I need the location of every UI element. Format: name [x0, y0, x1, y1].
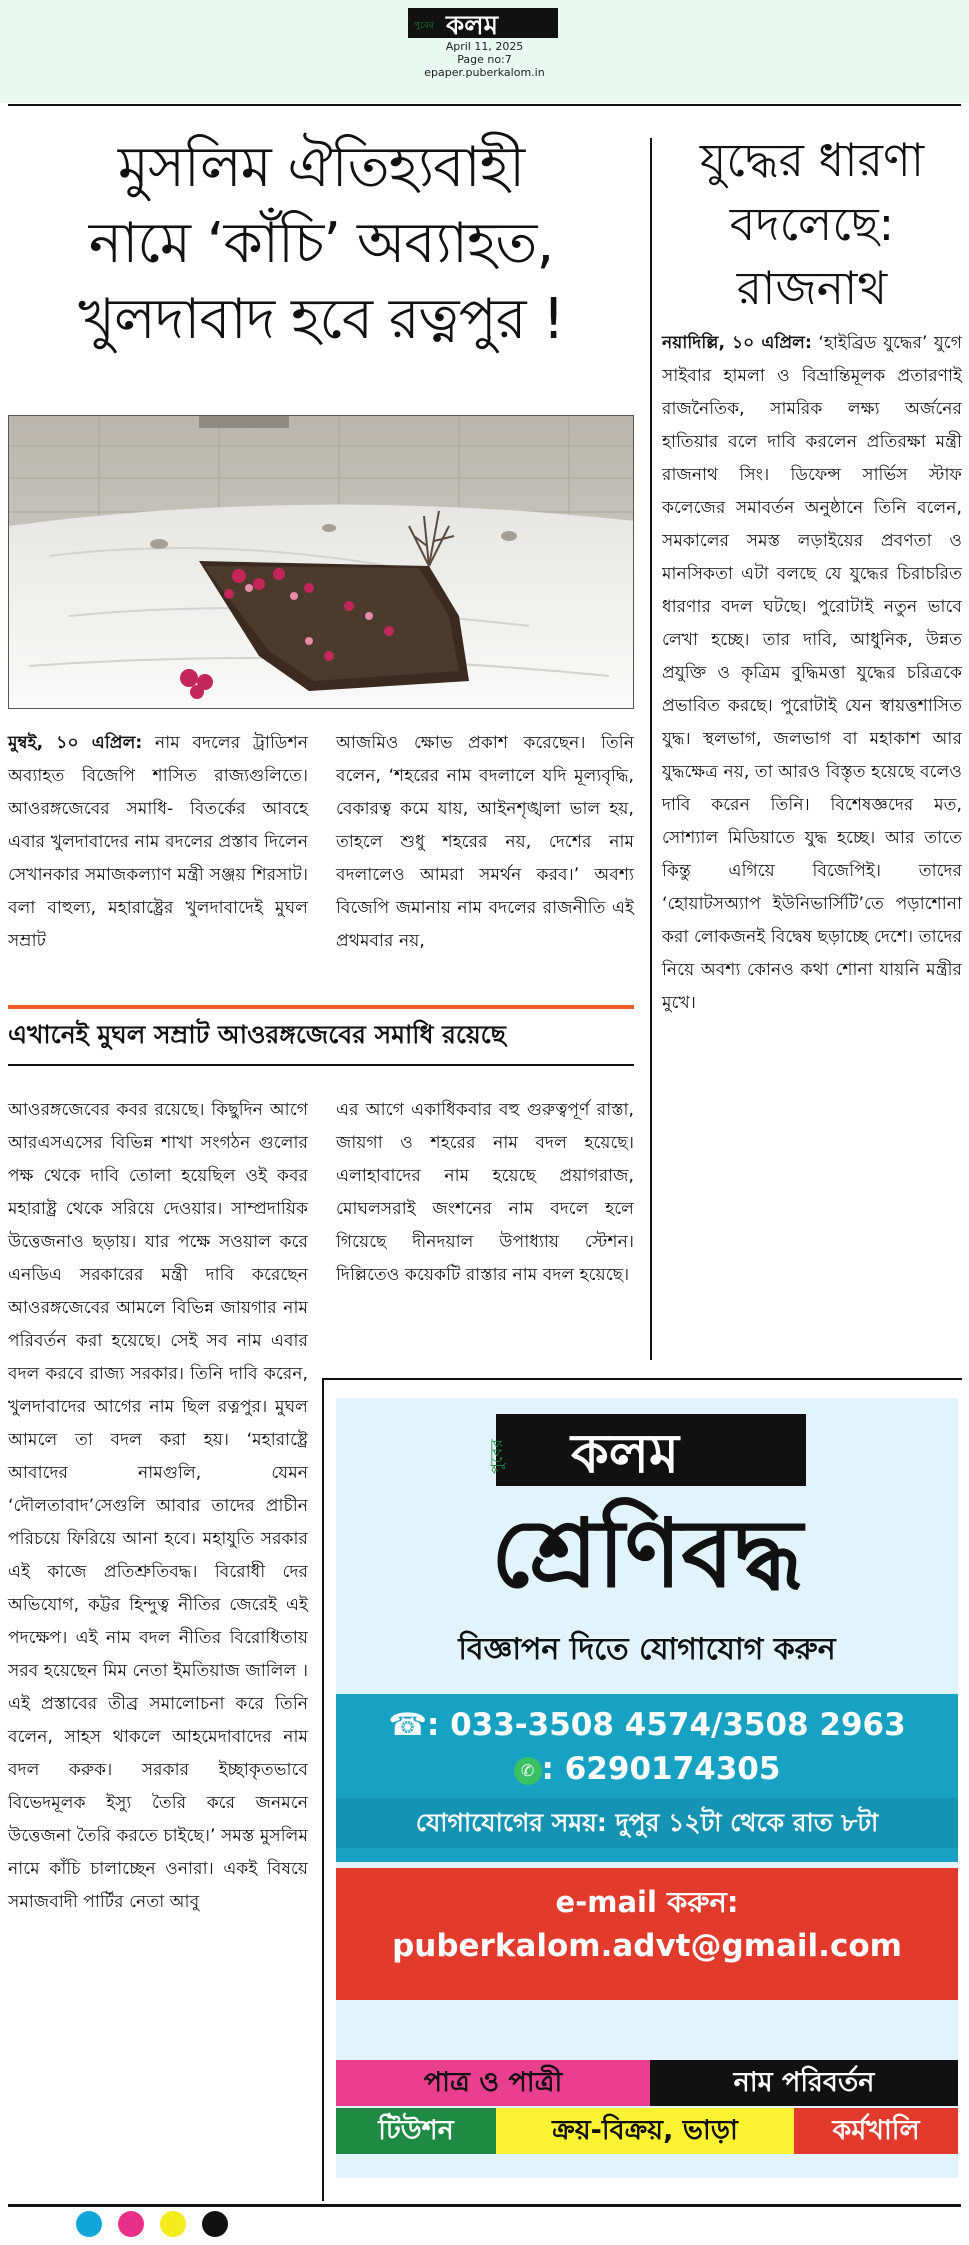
masthead-divider [8, 104, 961, 106]
tomb-photo-illustration [9, 416, 634, 709]
ad-email-label [336, 1882, 958, 1922]
headline-line: মুসলিম ঐতিহ্যবাহী [117, 135, 525, 200]
masthead-logo-text: কলম [446, 11, 498, 41]
ad-frame-left [322, 1378, 324, 2201]
article-photo [8, 415, 634, 709]
edition-date: April 11, 2025 [445, 40, 524, 53]
ad-category-buy-sell-rent[interactable]: ক্রয়-বিক্রয়, ভাড়া [496, 2108, 794, 2154]
ad-whatsapp: : 6290174305 [541, 1751, 781, 1787]
headline-line: নামে ‘কাঁচি’ অব্যাহত, [88, 211, 554, 276]
side-article-body [662, 327, 962, 1357]
article-text: আজমিও ক্ষোভ প্রকাশ করেছেন। তিনি বলেন, ‘শহরের নাম বদলালে যদি মূল্যবৃদ্ধি, বেকারত্ব কমে যায়, আইনশৃঙ্খলা ভাল হয়, তাহলে শুধু শহরের নয়, দেশের নাম বদলালেও আমরা সমর্থন করব।’ অবশ্য বিজেপি জমানায় নাম বদলের রাজনীতি এই প্রথমবার নয়, [336, 733, 634, 951]
article-column-2 [336, 727, 634, 997]
ad-subtitle: বিজ্ঞাপন দিতে যোগাযোগ করুন [458, 1632, 836, 1667]
side-headline [662, 128, 962, 320]
ad-contact-panel [336, 1694, 958, 1862]
ad-email[interactable]: puberkalom.advt@gmail.com [392, 1928, 902, 1964]
ad-phone: : 033-3508 4574/3508 2963 [426, 1707, 906, 1743]
article-text: এর আগে একাধিকবার বহু গুরুত্বপূর্ণ রাস্তা, জায়গা ও শহরের নাম বদল হয়েছে। এলাহাবাদের নাম হয়েছে প্রয়াগরাজ, মোঘলসরাই জংশনের নাম বদলে হলে গিয়েছে দীনদয়াল উপাধ্যায় স্টেশন। দিল্লিতেও কয়েকটি রাস্তার নাম বদল হয়েছে। [336, 1100, 634, 1285]
article-text: আওরঙ্গজেবের কবর রয়েছে। কিছুদিন আগে আরএসএসের বিভিন্ন শাখা সংগঠন গুলোর পক্ষ থেকে দাবি তোলা হয়েছিল ওই কবর মহারাষ্ট্র থেকে সরিয়ে দেওয়ার। সাম্প্রদায়িক উত্তেজনাও ছড়ায়। যার পক্ষে সওয়াল করে এনডিএ সরকারের মন্ত্রী দাবি করেছেন আওরঙ্গজেবের আমলে বিভিন্ন জায়গার নাম পরিবর্তন করা হয়েছে। সেই সব নাম এবার বদল করবে রাজ্য সরকার। তিনি দাবি করেন, খুলদাবাদের আগের নাম ছিল রত্নপুর। মুঘল আমলে তা বদল করা হয়। ‘মহারাষ্ট্রে আবাদের নামগুলি, যেমন ‘দৌলতাবাদ’সেগুলি আবার তাদের প্রাচীন পরিচয়ে ফিরিয়ে আনা হবে। মহাযুতি সরকার এই কাজে প্রতিশ্রুতিবদ্ধ। বিরোধী দের অভিযোগ, কট্টর হিন্দুত্ব নীতির জেরেই এই পদক্ষেপ। এই নাম বদল নীতির বিরোধিতায় সরব হয়েছেন মিম নেতা ইমতিয়াজ জালিল । এই প্রস্তাবের তীব্র সমালোচনা করে তিনি বলেন, সাহস থাকলে আহমেদাবাদের নাম বদল করুক। সরকার ইচ্ছাকৃতভাবে বিভেদমূলক ইস্যু তৈরি করে জনমনে উত্তেজনা তৈরি করতে চাইছে।’ সমস্ত মুসলিম নামে কাঁচি চালাচ্ছেন ওনারা। একই বিষয়ে সমাজবাদী পার্টির নেতা আবু [8, 1100, 308, 1912]
classified-ad[interactable] [336, 1398, 958, 2178]
ad-hours: যোগাযোগের সময়: দুপুর ১২টা থেকে রাত ৮টা [336, 1798, 958, 1848]
ad-email-label-rest: করুন: [656, 1885, 739, 1919]
ad-email-panel[interactable] [336, 1868, 958, 2000]
registration-dot-cyan [76, 2211, 102, 2237]
article-text: নাম বদলের ট্রাডিশন অব্যাহত বিজেপি শাসিত রাজ্যগুলিতে। আওরঙ্গজেবের সমাধি- বিতর্কের আবহে এবার খুলদাবাদের নাম বদলের প্রস্তাব দিলেন সেখানকার সমাজকল্যাণ মন্ত্রী সঞ্জয় শিরসাট। বলা বাহুল্য, মহারাষ্ট্রের খুলদাবাদেই মুঘল সম্রাট [8, 733, 308, 951]
dateline: মুম্বই, ১০ এপ্রিল: [8, 733, 143, 753]
ad-logo-prefix: পুবের [487, 1439, 506, 1474]
registration-dot-yellow [160, 2211, 186, 2237]
article-column-4 [336, 1094, 634, 1364]
masthead-info [0, 40, 969, 79]
ad-logo-text: কলম [571, 1422, 679, 1485]
site-url[interactable]: epaper.puberkalom.in [424, 66, 545, 79]
article-column-3 [8, 1094, 308, 2194]
whatsapp-icon: ✆ [514, 1757, 542, 1785]
ad-logo [476, 1410, 816, 1490]
main-headline [6, 130, 636, 358]
side-headline-line: যুদ্ধের ধারণা [699, 133, 925, 187]
article-column-1 [8, 727, 308, 997]
side-dateline: নয়াদিল্লি, ১০ এপ্রিল: [662, 333, 812, 353]
masthead-logo-prefix: পুবের [414, 21, 434, 31]
registration-dot-magenta [118, 2211, 144, 2237]
headline-line: খুলদাবাদ হবে রত্নপুর ! [78, 287, 564, 352]
subheading-rule-bottom [8, 1064, 634, 1066]
subheading: এখানেই মুঘল সম্রাট আওরঙ্গজেবের সমাধি রয়েছে [8, 1020, 506, 1049]
side-headline-line: রাজনাথ [736, 261, 888, 315]
ad-category-name-change[interactable]: নাম পরিবর্তন [650, 2060, 958, 2106]
ad-category-tuition[interactable]: টিউশন [336, 2108, 496, 2154]
footer-rule [8, 2204, 961, 2207]
ad-category-marriage[interactable]: পাত্র ও পাত্রী [336, 2060, 650, 2106]
page-number: Page no:7 [457, 53, 512, 66]
side-article-text: ‘হাইব্রিড যুদ্ধের’ যুগে সাইবার হামলা ও বিভ্রান্তিমূলক প্রতারণাই রাজনৈতিক, সামরিক লক্ষ্য অর্জনের হাতিয়ার বলে দাবি করলেন প্রতিরক্ষা মন্ত্রী রাজনাথ সিং। ডিফেন্স সার্ভিস স্টাফ কলেজের সমাবর্তন অনুষ্ঠানে তিনি বলেন, সমকালের সমস্ত লড়াইয়ের প্রবণতা ও মানসিকতা এটা বলছে যে যুদ্ধের চিরাচরিত ধারণার বদল ঘটছে। পুরোটাই নতুন ভাবে লেখা হচ্ছে। তার দাবি, আধুনিক, উন্নত প্রযুক্তি ও কৃত্রিম বুদ্ধিমত্তা যুদ্ধের চরিত্রকে প্রভাবিত করছে। পুরোটাই যেন স্বায়ত্তশাসিত যুদ্ধ। স্থলভাগ, জলভাগ বা মহাকাশ আর যুদ্ধক্ষেত্র নয়, তা আরও বিস্তৃত হয়েছে বলেও দাবি করেন তিনি। বিশেষজ্ঞদের মত, সোশ্যাল মিডিয়াতে যুদ্ধ হচ্ছে। আর তাতে কিন্তু এগিয়ে বিজেপিই। তাদের ‘হোয়াটসঅ্যাপ ইউনিভার্সিটি’তে পড়াশোনা করা লোকজনই বিদ্বেষ ছড়াচ্ছে দেশে। তাদের নিয়ে অবশ্য কোনও কথা শোনা যায়নি মন্ত্রীর মুখে। [662, 333, 962, 1013]
ad-phone-line[interactable] [336, 1704, 958, 1746]
ad-frame-top [322, 1378, 962, 1380]
column-divider [650, 138, 652, 1360]
registration-dot-black [202, 2211, 228, 2237]
side-headline-line: বদলেছে: [729, 197, 895, 251]
ad-whatsapp-line[interactable] [336, 1748, 958, 1790]
ad-email-label-strong: e-mail [555, 1885, 657, 1919]
ad-category-jobs[interactable]: কর্মখালি [794, 2108, 958, 2154]
masthead-logo [408, 4, 558, 42]
subheading-rule-top [8, 1005, 634, 1009]
phone-icon: ☎ [388, 1707, 427, 1743]
masthead [0, 0, 969, 103]
ad-title: শ্রেণিবদ্ধ [491, 1499, 803, 1609]
